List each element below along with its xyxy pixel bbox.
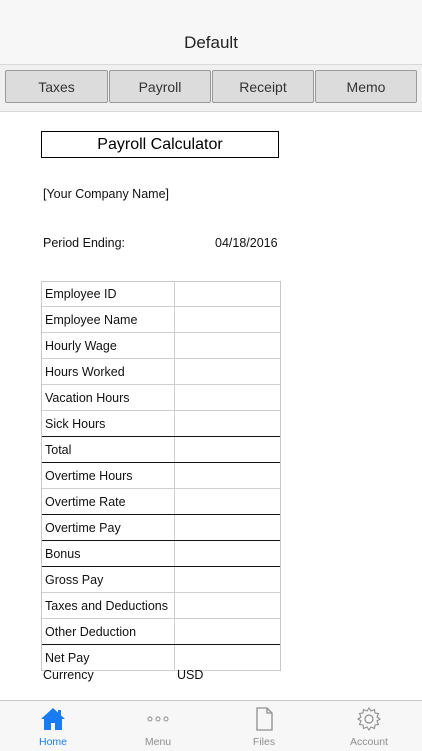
row-label-bonus: Bonus xyxy=(42,541,175,566)
row-label-hourly-wage: Hourly Wage xyxy=(42,333,175,358)
table-row xyxy=(42,515,280,541)
segment-receipt[interactable]: Receipt xyxy=(212,70,314,103)
value-cell-gross-pay[interactable] xyxy=(175,567,280,592)
value-cell-sick-hours[interactable] xyxy=(175,411,280,436)
tab-menu-label: Menu xyxy=(144,736,172,748)
row-label-employee-name: Employee Name xyxy=(42,307,175,332)
tab-home-label: Home xyxy=(38,736,67,748)
value-cell-other-deduction[interactable] xyxy=(175,619,280,644)
value-cell-bonus[interactable] xyxy=(175,541,280,566)
navigation-bar xyxy=(0,0,422,64)
calculator-title: Payroll Calculator xyxy=(41,131,279,158)
table-row xyxy=(42,567,280,593)
segment-taxes[interactable]: Taxes xyxy=(5,70,108,103)
value-cell-total[interactable] xyxy=(175,437,280,462)
more-icon xyxy=(145,706,171,732)
table-row xyxy=(42,282,280,307)
value-cell-hours-worked[interactable] xyxy=(175,359,280,384)
table-row xyxy=(42,359,280,385)
segment-memo[interactable]: Memo xyxy=(315,70,417,103)
tab-menu[interactable] xyxy=(123,701,193,751)
table-row xyxy=(42,489,280,515)
value-cell-overtime-rate[interactable] xyxy=(175,489,280,514)
table-row xyxy=(42,619,280,645)
tab-bar xyxy=(0,700,422,751)
value-cell-overtime-pay[interactable] xyxy=(175,515,280,540)
nav-title: Default xyxy=(184,33,238,52)
tab-account-label: Account xyxy=(350,736,388,748)
value-cell-employee-name[interactable] xyxy=(175,307,280,332)
payroll-table xyxy=(41,281,281,671)
value-cell-overtime-hours[interactable] xyxy=(175,463,280,488)
row-label-other-deduction: Other Deduction xyxy=(42,619,175,644)
company-name[interactable]: [Your Company Name] xyxy=(43,187,169,201)
row-label-sick-hours: Sick Hours xyxy=(42,411,175,436)
row-label-hours-worked: Hours Worked xyxy=(42,359,175,384)
row-label-overtime-pay: Overtime Pay xyxy=(42,515,175,540)
row-label-net-pay: Net Pay xyxy=(42,645,175,670)
table-row xyxy=(42,437,280,463)
tab-account[interactable] xyxy=(334,701,404,751)
tab-files-label: Files xyxy=(252,736,276,748)
segment-payroll[interactable]: Payroll xyxy=(109,70,211,103)
row-label-vacation-hours: Vacation Hours xyxy=(42,385,175,410)
row-label-total: Total xyxy=(42,437,175,462)
value-cell-vacation-hours[interactable] xyxy=(175,385,280,410)
segment-bar xyxy=(0,64,422,112)
table-row xyxy=(42,307,280,333)
currency-label: Currency xyxy=(43,668,94,682)
period-ending-label: Period Ending: xyxy=(43,236,126,250)
tab-home[interactable] xyxy=(18,701,88,751)
row-label-employee-id: Employee ID xyxy=(42,282,175,306)
value-cell-hourly-wage[interactable] xyxy=(175,333,280,358)
value-cell-net-pay[interactable] xyxy=(175,645,280,670)
table-row xyxy=(42,463,280,489)
tab-files[interactable] xyxy=(229,701,299,751)
value-cell-employee-id[interactable] xyxy=(175,282,280,306)
row-label-taxes-deductions: Taxes and Deductions xyxy=(42,593,175,618)
table-row xyxy=(42,333,280,359)
row-label-overtime-rate: Overtime Rate xyxy=(42,489,175,514)
table-row xyxy=(42,411,280,437)
home-icon xyxy=(40,706,66,732)
row-label-gross-pay: Gross Pay xyxy=(42,567,175,592)
table-row xyxy=(42,385,280,411)
currency-value[interactable]: USD xyxy=(177,668,204,682)
row-label-overtime-hours: Overtime Hours xyxy=(42,463,175,488)
value-cell-taxes-deductions[interactable] xyxy=(175,593,280,618)
table-row xyxy=(42,541,280,567)
table-row xyxy=(42,593,280,619)
period-ending-value[interactable]: 04/18/2016 xyxy=(215,236,278,250)
gear-icon xyxy=(356,706,382,732)
file-icon xyxy=(251,706,277,732)
